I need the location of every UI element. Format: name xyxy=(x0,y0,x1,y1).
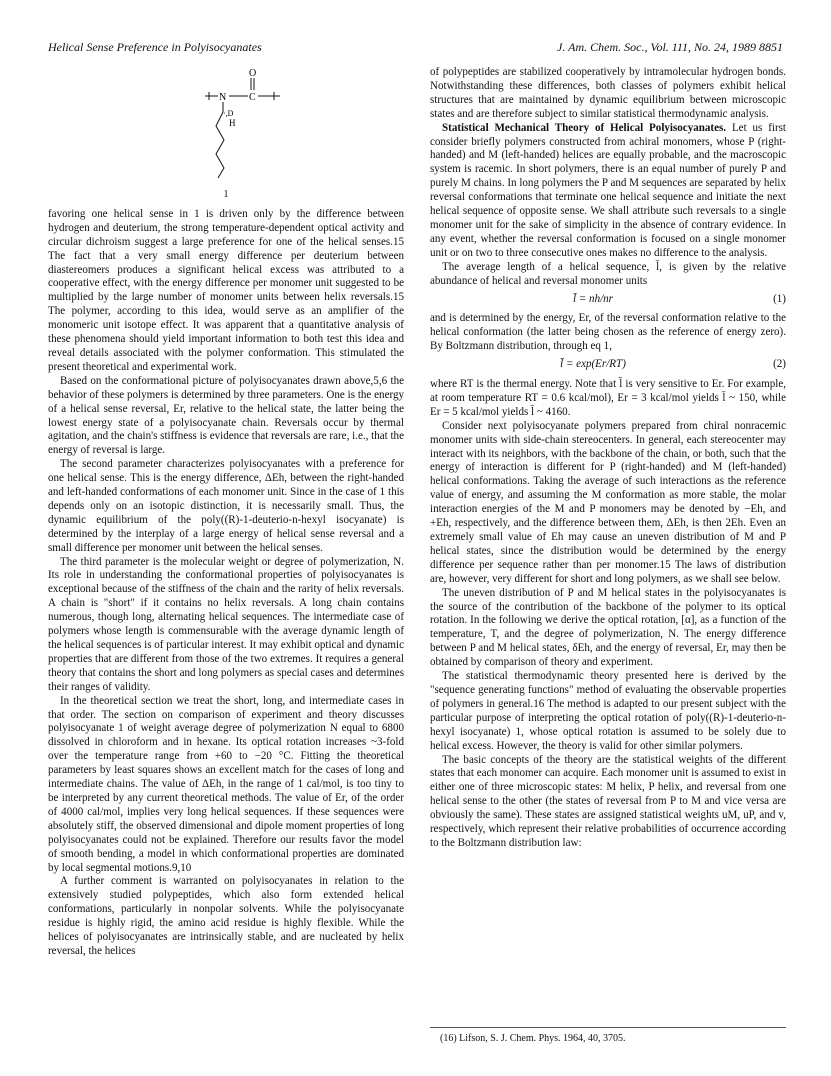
equation-2-expr: l̄ = exp(Er/RT) xyxy=(560,358,626,371)
paragraph: and is determined by the energy, Er, of the reversal conformation relative to the helical conformation (the latter being chosen as the reference of energy zero). By Boltzmann distribution, through eq 1, xyxy=(430,312,786,353)
paragraph: The second parameter characterizes polyisocyanates with a preference for one helical sense. This is the energy difference, ΔEh, between the right-handed and left-handed conformations of each monomer unit. Since in the case of 1 this depends only on an isotopic distinction, it is necessarily small. Thus, the dynamic equilibrium of the poly((R)-1-deuterio-n-hexyl isocyanate) is determined by the interplay of a large energy of helical sense reversal and a small difference per monomer unit between the helical senses. xyxy=(48,458,404,554)
paragraph: of polypeptides are stabilized cooperatively by intramolecular hydrogen bonds. Notwithstanding these differences, both classes of polymers exhibit helical structures that are maintained by dynamic equilibrium between microscopic states and are therefore subject to similar statistical thermodynamic analysis. xyxy=(430,66,786,120)
equation-1-number: (1) xyxy=(773,292,786,305)
atom-n: N xyxy=(219,92,227,103)
paragraph: Based on the conformational picture of polyisocyanates drawn above,5,6 the behavior of these polymers is determined by three parameters. One is the energy of a helical sense reversal, Er, relative to the helical state, the latter being the lowest energy state of a polyisocyanate chain. Reversals occur by thermal agitation, and the chain's stiffness is evidence that reversals are rare, i.e., that the energy of reversal is large. xyxy=(48,374,404,457)
paragraph: The statistical thermodynamic theory presented here is derived by the "sequence generating functions" method of evaluating the observable properties of polymers in general.16 The method is adapted to our present subject with the particular purpose of interpreting the optical rotation of poly((R)-1-deuterio-n-hexyl isocyanate) 1, whose optical rotation is assumed to be solely due to helical excess. However, the theory is valid for other similar polymers. xyxy=(430,670,786,752)
chemical-structure-1 xyxy=(48,66,404,186)
structure-drawing xyxy=(48,66,404,186)
paragraph: The basic concepts of the theory are the statistical weights of the different states that each monomer can acquire. Each monomer unit is assumed to exist in either one of three microscopic states: M helix, P helix, and reversal from one helical sense to the other (the states of reversal from P to M and vice versa are obviously the same). These states are assigned statistical weights uM, uP, and v, respectively, which represent their relative probabilities of occurrence according to the Boltzmann distribution law: xyxy=(430,753,786,849)
right-column xyxy=(430,66,786,851)
equation-1-expr: l̄ = nh/nr xyxy=(573,292,613,305)
equation-2-number: (2) xyxy=(773,358,786,371)
footnote: (16) Lifson, S. J. Chem. Phys. 1964, 40, 3705. xyxy=(440,1033,626,1044)
paragraph: The third parameter is the molecular weight or degree of polymerization, N. Its role in understanding the conformational properties of polyisocyanates is exceptional because of the stiffness of the chain and the rarity of helix reversals. A chain is "short" if it contains no helix reversals. A long chain contains numerous, though long, alternating helical sequences. The intermediate case of polymers whose length is commensurable with the average dynamic length of the helical sequences is of particular interest. It may exhibit optical and dynamic properties that are different from those of the two extremes. It requires a general theory that contains the short and long polymers as special cases and determines their ranges of validity. xyxy=(48,555,404,693)
atom-o-top: O xyxy=(249,68,257,79)
atom-c: C xyxy=(249,92,256,103)
left-column xyxy=(48,66,404,959)
section-heading: Statistical Mechanical Theory of Helical Polyisocyanates. xyxy=(442,121,727,134)
paragraph: favoring one helical sense in 1 is driven only by the difference between hydrogen and deuterium, the strong temperature-dependent optical activity and circular dichroism suggest a large preference for one of the helical senses.15 The fact that a very small energy difference per deuterium between diastereomers produces a significant helical excess was attributed to a cooperative effect, with the energy difference per monomer unit suggested to be multiplied by the large number of monomer units between helix reversals.15 The polymer, according to this idea, would serve as an amplifier of the monomeric unit isotope effect. It was apparent that a quantitative analysis of these phenomena should yield important information to both test this idea and reveal details associated with the polymer conformation. This stimulated the present theoretical and experimental work. xyxy=(48,207,404,373)
structure-label: 1 xyxy=(223,189,229,200)
section-body: Let us first consider briefly polymers constructed from achiral monomers, whose P (right-handed) and M (left-handed) helices are equally probable, and the macroscopic system is racemic. In short polymers, there is an equal number of purely P and purely M chains. In long polymers the P and M sequences are separated by helix reversal conformations that terminate one helical sequence and initiate the next helical sequence of opposite sense. We shall attribute such reversals to a single monomer unit for the sake of simplicity in the absence of contrary evidence. In any event, whether the reversal conformation is focused on a single monomer unit or on two to three consecutive ones makes no difference to the analysis. xyxy=(430,121,786,259)
paragraph: where RT is the thermal energy. Note that l̄ is very sensitive to Er. For example, at room temperature RT = 0.6 kcal/mol), Er = 3 kcal/mol yields l̄ ~ 150, while Er = 5 kcal/mol yields l̄ ~ 4160. xyxy=(430,378,786,418)
paragraph: A further comment is warranted on polyisocyanates in relation to the extensively studied polypeptides, which also form extended helical conformations, particularly in nonpolar solvents. While the polyisocyanate residue is highly rigid, the amino acid residue is highly flexible. While the helices of polyisocyanates are intrinsically stable, and are nucleated by helix reversal, the helices xyxy=(48,875,404,957)
paragraph: The uneven distribution of P and M helical states in the polyisocyanates is the source of the contribution of the backbone of the polymer to its optical rotation. In the following we derive the optical rotation, [α], as a function of the temperature, T, and the degree of polymerization, N. The energy difference between P and M helical states, δEh, and the energy of reversal, Er, may then be obtained by comparison of theory and experiment. xyxy=(430,586,786,669)
equation-2 xyxy=(430,358,786,372)
paragraph: Consider next polyisocyanate polymers prepared from chiral nonracemic monomer units with side-chain stereocenters. In general, each stereocenter may interact with its neighbors, with the backbone of the chain, or both, such that the energy of interaction is different for P (right-handed) and M (left-handed) helical conformations. Taking the average of such interactions as the reference value of energy, and assuming the M conformation as more stable, the molar interaction energies of the M and P monomers may be denoted by −Eh, and +Eh, respectively, and the difference between them, ΔEh, is then 2Eh. Even an extremely small value of Eh may cause an uneven distribution of M and P helical states, since the distribution would be determined by the energy difference per sequence rather than per monomer.15 The laws of distribution are, however, very different for short and long polymers, as we shall see below. xyxy=(430,419,786,585)
atom-h: H xyxy=(229,118,236,128)
header-journal: J. Am. Chem. Soc., Vol. 111, No. 24, 1989 8851 xyxy=(557,40,783,54)
header-title: Helical Sense Preference in Polyisocyanates xyxy=(48,40,262,54)
paragraph: The average length of a helical sequence, l̄, is given by the relative abundance of helical and reversal monomer units xyxy=(430,260,786,287)
running-header xyxy=(48,40,783,56)
paragraph: In the theoretical section we treat the short, long, and intermediate cases in that order. The section on comparison of experiment and theory discusses polyisocyanate 1 of weight average degree of polymerization N equal to 6800 dissolved in chloroform and in hexane. Its optical rotation increases ~3-fold over the temperature range from +60 to −20 °C. Fitting the theoretical parameters by least squares shows an excellent match for the cases of long and intermediate chains. The value of ΔEh, in the range of 1 cal/mol, is too tiny to be interpreted by any current theoretical methods. The value of Er, of the order of 4000 cal/mol, implies very long helical sequences. If these sequences were absolutely stiff, the observed dimensional and dipole moment properties of long polyisocyanates could not be explained. Therefore our results favor the model of smooth bending, a model in which conformational properties are dominated by local segmental motions.9,10 xyxy=(48,694,404,874)
section-paragraph xyxy=(430,122,786,261)
equation-1 xyxy=(430,293,786,307)
footnote-rule xyxy=(430,1027,786,1028)
atom-d: ·,D xyxy=(223,109,234,118)
